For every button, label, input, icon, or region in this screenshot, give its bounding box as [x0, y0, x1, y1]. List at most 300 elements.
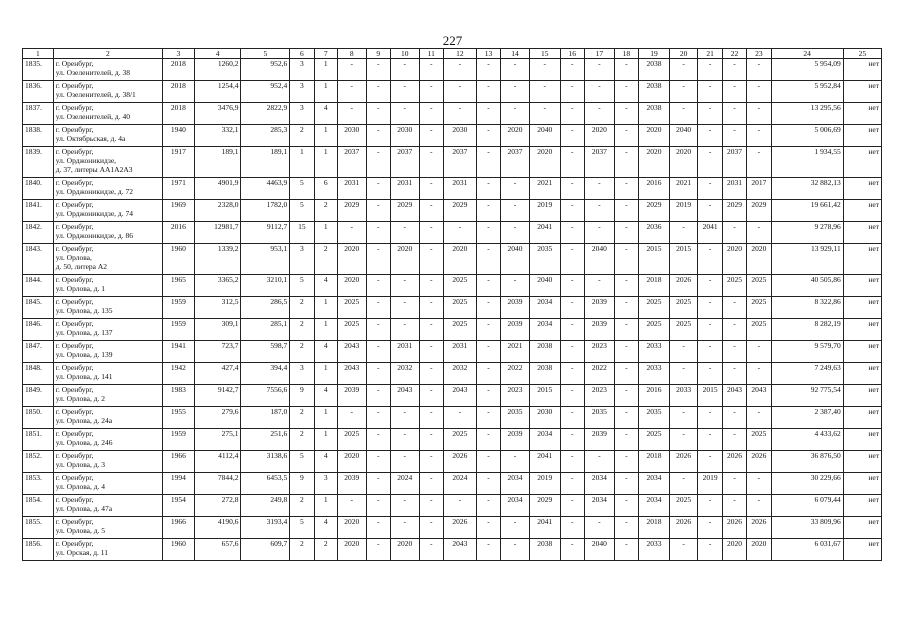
status-cell: нет — [843, 178, 881, 200]
entrances-cell: 1 — [314, 495, 337, 517]
table-body — [23, 59, 882, 561]
address-line: ул. Орлова, д. 141 — [55, 372, 113, 381]
cost-cell: 13 295,56 — [771, 103, 843, 125]
address-line: г. Оренбург, — [55, 385, 94, 394]
repair-year-cell: - — [722, 103, 746, 125]
floors-cell: 5 — [290, 517, 314, 539]
row-number-cell: 1856. — [23, 539, 54, 561]
repair-year-cell: - — [366, 103, 390, 125]
repair-year-cell: 2017 — [747, 178, 771, 200]
repair-year-cell: 2041 — [529, 451, 560, 473]
repair-year-cell: - — [337, 222, 366, 244]
repair-year-cell: - — [366, 407, 390, 429]
address-cell — [53, 539, 162, 561]
row-number-cell: 1846. — [23, 319, 54, 341]
repair-year-cell: - — [419, 517, 443, 539]
cost-cell: 2 387,40 — [771, 407, 843, 429]
repair-year-cell: - — [698, 200, 722, 222]
repair-year-cell: 2031 — [390, 178, 419, 200]
repair-year-cell: - — [585, 103, 615, 125]
repair-year-cell: 2024 — [390, 473, 419, 495]
repair-year-cell: - — [560, 539, 584, 561]
living-area-cell: 251,6 — [241, 429, 290, 451]
repair-year-cell: 2037 — [390, 147, 419, 178]
repair-year-cell: - — [747, 363, 771, 385]
entrances-cell: 1 — [314, 297, 337, 319]
repair-year-cell: 2023 — [585, 385, 615, 407]
table-row — [23, 275, 882, 297]
repair-year-cell: 2025 — [747, 275, 771, 297]
living-area-cell: 9112,7 — [241, 222, 290, 244]
repair-year-cell: - — [560, 103, 584, 125]
column-number-header: 24 — [771, 49, 843, 59]
entrances-cell: 1 — [314, 319, 337, 341]
living-area-cell: 953,1 — [241, 244, 290, 275]
repair-year-cell: - — [669, 539, 698, 561]
repair-year-cell: 2029 — [639, 200, 670, 222]
address-line: ул. Орлова, д. 3 — [55, 460, 106, 469]
column-number-header: 18 — [614, 49, 638, 59]
year-built-cell: 1959 — [162, 429, 194, 451]
repair-year-cell: - — [390, 319, 419, 341]
repair-year-cell: - — [366, 451, 390, 473]
repair-year-cell: - — [476, 473, 500, 495]
cost-cell: 19 661,42 — [771, 200, 843, 222]
repair-year-cell: - — [669, 407, 698, 429]
repair-year-cell: - — [585, 200, 615, 222]
address-cell — [53, 147, 162, 178]
repair-year-cell: 2026 — [747, 517, 771, 539]
status-cell: нет — [843, 222, 881, 244]
living-area-cell: 394,4 — [241, 363, 290, 385]
floors-cell: 2 — [290, 341, 314, 363]
repair-year-cell: 2029 — [529, 495, 560, 517]
repair-year-cell: 2018 — [639, 517, 670, 539]
repair-year-cell: - — [390, 495, 419, 517]
floors-cell: 3 — [290, 103, 314, 125]
entrances-cell: 2 — [314, 244, 337, 275]
status-cell: нет — [843, 495, 881, 517]
repair-year-cell: - — [476, 495, 500, 517]
row-number-cell: 1847. — [23, 341, 54, 363]
repair-year-cell: - — [747, 81, 771, 103]
repair-year-cell: - — [366, 517, 390, 539]
floors-cell: 5 — [290, 200, 314, 222]
repair-year-cell: - — [722, 363, 746, 385]
address-cell — [53, 319, 162, 341]
repair-year-cell: - — [476, 385, 500, 407]
repair-year-cell: 2031 — [443, 341, 476, 363]
repair-year-cell: 2026 — [443, 451, 476, 473]
table-row — [23, 222, 882, 244]
repair-year-cell: - — [501, 275, 530, 297]
repair-year-cell: 2039 — [501, 297, 530, 319]
cost-cell: 1 934,55 — [771, 147, 843, 178]
column-number-header: 22 — [722, 49, 746, 59]
repair-year-cell: - — [366, 200, 390, 222]
repair-year-cell: - — [476, 407, 500, 429]
address-cell — [53, 178, 162, 200]
total-area-cell: 7844,2 — [194, 473, 241, 495]
status-cell: нет — [843, 81, 881, 103]
repair-year-cell: - — [366, 222, 390, 244]
repair-year-cell: - — [366, 178, 390, 200]
repair-year-cell: - — [366, 319, 390, 341]
table-row — [23, 103, 882, 125]
repair-year-cell: - — [722, 495, 746, 517]
living-area-cell: 285,1 — [241, 319, 290, 341]
repair-year-cell: 2020 — [747, 244, 771, 275]
address-cell — [53, 363, 162, 385]
repair-year-cell: 2025 — [639, 297, 670, 319]
row-number-cell: 1839. — [23, 147, 54, 178]
repair-year-cell: - — [560, 59, 584, 81]
entrances-cell: 4 — [314, 517, 337, 539]
status-cell: нет — [843, 451, 881, 473]
year-built-cell: 1971 — [162, 178, 194, 200]
cost-cell: 92 775,54 — [771, 385, 843, 407]
repair-year-cell: - — [698, 539, 722, 561]
address-cell — [53, 81, 162, 103]
row-number-cell: 1835. — [23, 59, 54, 81]
repair-year-cell: 2024 — [443, 473, 476, 495]
repair-year-cell: 2026 — [669, 451, 698, 473]
row-number-cell: 1837. — [23, 103, 54, 125]
repair-year-cell: - — [722, 341, 746, 363]
repair-year-cell: - — [747, 495, 771, 517]
address-cell — [53, 385, 162, 407]
repair-year-cell: 2025 — [337, 319, 366, 341]
repair-year-cell: - — [560, 275, 584, 297]
repair-year-cell: 2034 — [501, 473, 530, 495]
floors-cell: 3 — [290, 81, 314, 103]
repair-year-cell: 2033 — [639, 363, 670, 385]
total-area-cell: 3476,9 — [194, 103, 241, 125]
repair-year-cell: - — [669, 363, 698, 385]
status-cell: нет — [843, 297, 881, 319]
row-number-cell: 1850. — [23, 407, 54, 429]
repair-year-cell: - — [722, 297, 746, 319]
status-cell: нет — [843, 429, 881, 451]
repair-year-cell: - — [560, 297, 584, 319]
repair-year-cell: - — [419, 81, 443, 103]
repair-year-cell: 2026 — [747, 451, 771, 473]
repair-year-cell: 2025 — [443, 275, 476, 297]
repair-year-cell: - — [698, 495, 722, 517]
repair-year-cell: - — [476, 429, 500, 451]
repair-year-cell: - — [747, 147, 771, 178]
repair-year-cell: - — [747, 103, 771, 125]
status-cell: нет — [843, 275, 881, 297]
address-line: ул. Орлова, д. 1 — [55, 284, 106, 293]
repair-year-cell: - — [698, 147, 722, 178]
status-cell: нет — [843, 385, 881, 407]
floors-cell: 3 — [290, 363, 314, 385]
column-number-header: 11 — [419, 49, 443, 59]
repair-year-cell: - — [476, 319, 500, 341]
repair-year-cell: 2020 — [722, 244, 746, 275]
row-number-cell: 1852. — [23, 451, 54, 473]
address-line: ул. Орлова, д. 47а — [55, 504, 113, 513]
address-line: ул. Орджоникидзе, д. 86 — [55, 231, 133, 240]
status-cell: нет — [843, 363, 881, 385]
repair-year-cell: 2025 — [337, 297, 366, 319]
repair-year-cell: - — [614, 200, 638, 222]
table-row — [23, 495, 882, 517]
cost-cell: 6 031,67 — [771, 539, 843, 561]
column-number-header: 12 — [443, 49, 476, 59]
repair-year-cell: 2018 — [639, 451, 670, 473]
repair-year-cell: 2015 — [698, 385, 722, 407]
address-line: г. Оренбург, — [55, 147, 94, 156]
row-number-cell: 1848. — [23, 363, 54, 385]
repair-year-cell: 2038 — [639, 81, 670, 103]
table-row — [23, 385, 882, 407]
row-number-cell: 1849. — [23, 385, 54, 407]
address-line: г. Оренбург, — [55, 178, 94, 187]
repair-year-cell: - — [560, 517, 584, 539]
repair-year-cell: - — [747, 407, 771, 429]
column-number-header: 5 — [241, 49, 290, 59]
year-built-cell: 1960 — [162, 244, 194, 275]
living-area-cell: 2822,9 — [241, 103, 290, 125]
repair-year-cell: - — [747, 125, 771, 147]
repair-year-cell: - — [585, 59, 615, 81]
address-line: г. Оренбург, — [55, 363, 94, 372]
repair-year-cell: 2040 — [585, 244, 615, 275]
total-area-cell: 272,8 — [194, 495, 241, 517]
year-built-cell: 1917 — [162, 147, 194, 178]
address-line: г. Оренбург, — [55, 103, 94, 112]
repair-year-cell: - — [560, 222, 584, 244]
repair-year-cell: - — [669, 341, 698, 363]
repair-year-cell: - — [337, 103, 366, 125]
living-area-cell: 952,6 — [241, 59, 290, 81]
repair-year-cell: - — [698, 407, 722, 429]
repair-year-cell: 2033 — [639, 341, 670, 363]
repair-year-cell: - — [698, 297, 722, 319]
entrances-cell: 1 — [314, 407, 337, 429]
status-cell: нет — [843, 407, 881, 429]
repair-year-cell: - — [614, 341, 638, 363]
repair-year-cell: 2015 — [639, 244, 670, 275]
address-line: г. Оренбург, — [55, 495, 94, 504]
repair-year-cell: - — [476, 341, 500, 363]
repair-year-cell: - — [722, 125, 746, 147]
repair-year-cell: - — [337, 59, 366, 81]
repair-year-cell: 2039 — [585, 429, 615, 451]
repair-year-cell: - — [337, 407, 366, 429]
repair-year-cell: 2015 — [529, 385, 560, 407]
repair-year-cell: - — [669, 103, 698, 125]
repair-year-cell: - — [476, 539, 500, 561]
repair-year-cell: 2038 — [529, 341, 560, 363]
repair-year-cell: 2016 — [639, 385, 670, 407]
repair-year-cell: 2039 — [337, 473, 366, 495]
floors-cell: 5 — [290, 275, 314, 297]
repair-year-cell: - — [747, 473, 771, 495]
repair-year-cell: 2034 — [585, 473, 615, 495]
repair-year-cell: - — [390, 429, 419, 451]
repair-year-cell: 2020 — [722, 539, 746, 561]
table-row — [23, 178, 882, 200]
status-cell: нет — [843, 517, 881, 539]
repair-year-cell: - — [560, 178, 584, 200]
repair-year-cell: 2019 — [529, 473, 560, 495]
column-number-header: 9 — [366, 49, 390, 59]
repair-year-cell: - — [614, 178, 638, 200]
repair-year-cell: - — [476, 147, 500, 178]
entrances-cell: 1 — [314, 429, 337, 451]
address-line: г. Оренбург, — [55, 222, 94, 231]
status-cell: нет — [843, 341, 881, 363]
address-line: г. Оренбург, — [55, 59, 94, 68]
repair-year-cell: - — [585, 517, 615, 539]
repair-year-cell: - — [390, 517, 419, 539]
cost-cell: 4 433,62 — [771, 429, 843, 451]
repair-year-cell: - — [419, 297, 443, 319]
cost-cell: 5 952,84 — [771, 81, 843, 103]
address-line: ул. Озеленителей, д. 38 — [55, 68, 130, 77]
repair-year-cell: 2025 — [443, 429, 476, 451]
cost-cell: 5 954,09 — [771, 59, 843, 81]
repair-year-cell: - — [476, 244, 500, 275]
repair-year-cell: - — [501, 517, 530, 539]
address-line: г. Оренбург, — [55, 297, 94, 306]
repair-year-cell: 2020 — [669, 147, 698, 178]
repair-year-cell: - — [614, 103, 638, 125]
repair-year-cell: - — [476, 451, 500, 473]
repair-year-cell: 2019 — [669, 200, 698, 222]
cost-cell: 30 229,66 — [771, 473, 843, 495]
living-area-cell: 609,7 — [241, 539, 290, 561]
repair-year-cell: - — [614, 363, 638, 385]
living-area-cell: 952,4 — [241, 81, 290, 103]
living-area-cell: 187,0 — [241, 407, 290, 429]
living-area-cell: 249,8 — [241, 495, 290, 517]
table-row — [23, 125, 882, 147]
living-area-cell: 4463,9 — [241, 178, 290, 200]
repair-year-cell: - — [722, 407, 746, 429]
living-area-cell: 285,3 — [241, 125, 290, 147]
column-number-header: 7 — [314, 49, 337, 59]
repair-year-cell: - — [698, 59, 722, 81]
repair-year-cell: 2025 — [639, 319, 670, 341]
repair-year-cell: - — [614, 297, 638, 319]
column-number-header: 3 — [162, 49, 194, 59]
repair-year-cell: 2030 — [390, 125, 419, 147]
repair-year-cell: - — [419, 429, 443, 451]
address-line: ул. Орлова, д. 2 — [55, 394, 106, 403]
repair-year-cell: 2040 — [585, 539, 615, 561]
floors-cell: 2 — [290, 539, 314, 561]
repair-year-cell: - — [419, 125, 443, 147]
living-area-cell: 1782,0 — [241, 200, 290, 222]
repair-year-cell: - — [501, 59, 530, 81]
address-line: ул. Орлова, д. 4 — [55, 482, 106, 491]
table-row — [23, 244, 882, 275]
repair-year-cell: 2041 — [529, 222, 560, 244]
year-built-cell: 1965 — [162, 275, 194, 297]
repair-year-cell: - — [443, 103, 476, 125]
entrances-cell: 1 — [314, 125, 337, 147]
repair-year-cell: - — [560, 451, 584, 473]
address-line: ул. Орджоникидзе, д. 72 — [55, 187, 133, 196]
repair-year-cell: 2039 — [337, 385, 366, 407]
repair-year-cell: 2035 — [529, 244, 560, 275]
address-cell — [53, 517, 162, 539]
repair-year-cell: 2037 — [585, 147, 615, 178]
repair-year-cell: - — [476, 103, 500, 125]
repair-year-cell: - — [560, 495, 584, 517]
total-area-cell: 1254,4 — [194, 81, 241, 103]
repair-year-cell: - — [560, 319, 584, 341]
repair-year-cell: - — [560, 407, 584, 429]
repair-year-cell: - — [560, 244, 584, 275]
total-area-cell: 1339,2 — [194, 244, 241, 275]
repair-year-cell: - — [614, 473, 638, 495]
table-row — [23, 297, 882, 319]
repair-year-cell: - — [366, 59, 390, 81]
repair-year-cell: - — [698, 275, 722, 297]
repair-year-cell: 2026 — [722, 517, 746, 539]
entrances-cell: 1 — [314, 363, 337, 385]
repair-year-cell: - — [366, 473, 390, 495]
repair-year-cell: - — [669, 59, 698, 81]
repair-year-cell: - — [419, 222, 443, 244]
repair-year-cell: - — [337, 81, 366, 103]
repair-year-cell: - — [614, 81, 638, 103]
address-line: г. Оренбург, — [55, 125, 94, 134]
repair-year-cell: - — [419, 363, 443, 385]
repair-year-cell: 2029 — [337, 200, 366, 222]
repair-year-cell: 2026 — [443, 517, 476, 539]
repair-year-cell: - — [390, 81, 419, 103]
repair-year-cell: - — [443, 81, 476, 103]
repair-year-cell: - — [443, 59, 476, 81]
repair-year-cell: - — [560, 341, 584, 363]
repair-year-cell: - — [419, 341, 443, 363]
cost-cell: 5 006,69 — [771, 125, 843, 147]
repair-year-cell: 2038 — [529, 363, 560, 385]
repair-year-cell: - — [476, 363, 500, 385]
repair-year-cell: 2040 — [669, 125, 698, 147]
year-built-cell: 2018 — [162, 103, 194, 125]
year-built-cell: 2018 — [162, 59, 194, 81]
repair-year-cell: 2025 — [747, 297, 771, 319]
repair-year-cell: 2036 — [639, 222, 670, 244]
total-area-cell: 427,4 — [194, 363, 241, 385]
repair-year-cell: 2043 — [747, 385, 771, 407]
housing-registry-table — [22, 48, 882, 561]
repair-year-cell: - — [614, 244, 638, 275]
table-row — [23, 407, 882, 429]
total-area-cell: 332,1 — [194, 125, 241, 147]
repair-year-cell: - — [698, 363, 722, 385]
address-line: г. Оренбург, — [55, 319, 94, 328]
address-cell — [53, 473, 162, 495]
repair-year-cell: - — [366, 275, 390, 297]
repair-year-cell: 2039 — [501, 429, 530, 451]
repair-year-cell: - — [698, 178, 722, 200]
repair-year-cell: 2025 — [443, 319, 476, 341]
floors-cell: 2 — [290, 125, 314, 147]
row-number-cell: 1841. — [23, 200, 54, 222]
address-cell — [53, 222, 162, 244]
repair-year-cell: 2038 — [639, 59, 670, 81]
repair-year-cell: - — [443, 407, 476, 429]
repair-year-cell: - — [560, 125, 584, 147]
